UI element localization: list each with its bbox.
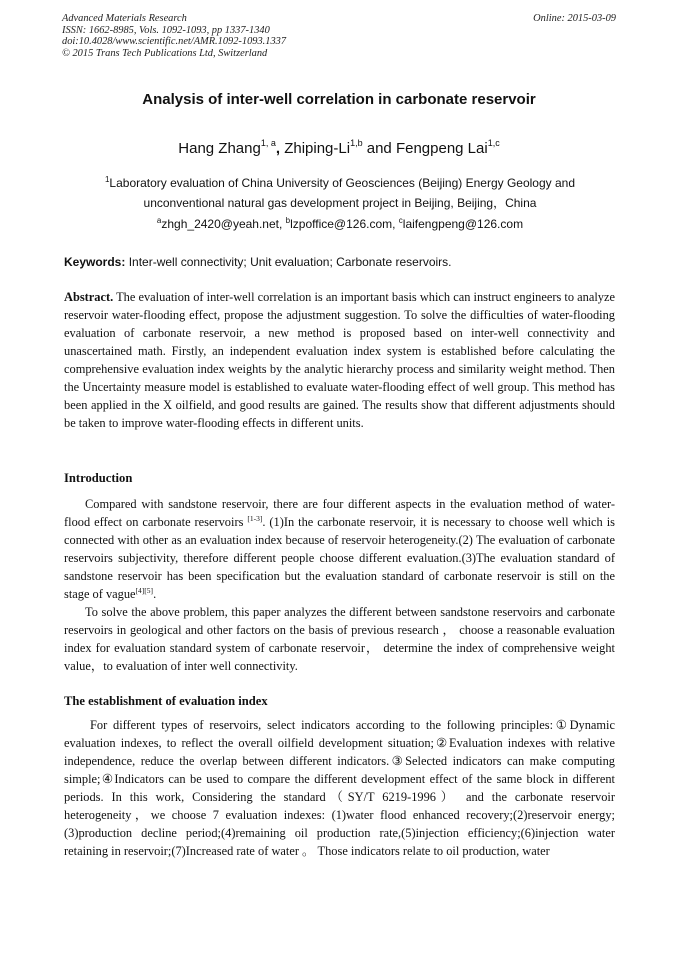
journal-name: Advanced Materials Research	[62, 13, 187, 24]
intro-paragraph-2: To solve the above problem, this paper analyzes the different between sandstone reservoirs and carbonate reservoirs in geological and other factors on the basis of previous research ， choose a reasonable evaluation index for evaluation standard system of carbonate reservoir， determine the index of comprehensive weight value，to evaluation of inter well connectivity.	[64, 605, 615, 673]
author-name: Fengpeng Lai	[395, 140, 488, 157]
abstract	[64, 288, 615, 432]
online-date: Online: 2015-03-09	[533, 13, 616, 24]
section-heading-introduction: Introduction	[64, 471, 133, 485]
paragraph-text: . (1)In the carbonate reservoir, it is necessary to choose well which is connected with other as an evaluation index because of reservoir heterogeneity.(2) The evaluation of carbonate reservoirs subjectivity, therefore different people choose different evaluation.(3)The evaluation standard of sandstone reservoir has been specification but the evaluation standard of carbonate reservoir is still on the stage of vague	[64, 515, 615, 601]
author-superscript: 1, a	[260, 138, 276, 148]
citation[interactable]: [1-3]	[247, 514, 263, 523]
author-and: and	[362, 140, 396, 157]
section-heading-establishment: The establishment of evaluation index	[64, 694, 268, 708]
author-separator: ,	[275, 140, 285, 157]
citation[interactable]: [4][5]	[135, 586, 154, 595]
author-name: Zhiping-Li	[284, 140, 351, 157]
paper-title: Analysis of inter-well correlation in carbonate reservoir	[142, 91, 536, 108]
journal-header	[62, 13, 616, 59]
paragraph-text: Compared with sandstone reservoir, there are four different aspects in the evaluation method of water-flood effect on carbonate reservoirs	[64, 497, 615, 529]
paragraph-text: .	[153, 587, 157, 601]
email-address[interactable]: lzpoffice@126.com,	[290, 217, 399, 231]
affiliation-superscript: 1	[104, 175, 110, 184]
author-superscript: 1,c	[487, 138, 500, 148]
issn-line: ISSN: 1662-8985, Vols. 1092-1093, pp 1337-1340	[62, 24, 270, 36]
email-list	[70, 214, 610, 234]
intro-paragraph-1	[64, 495, 615, 603]
email-superscript: a	[156, 216, 162, 225]
copyright-line: © 2015 Trans Tech Publications Ltd, Switzerland	[62, 47, 268, 59]
keywords-text: Inter-well connectivity; Unit evaluation; Carbonate reservoirs.	[125, 255, 452, 269]
doi-line: doi:10.4028/www.scientific.net/AMR.1092-1093.1337	[62, 36, 287, 48]
affiliation-text: Laboratory evaluation of China University of Geosciences (Beijing) Energy Geology and unconventional natural gas development project in Beijing, Beijing，China	[109, 176, 576, 210]
author-name: Hang Zhang	[178, 140, 261, 157]
email-address[interactable]: laifengpeng@126.com	[402, 217, 524, 231]
abstract-label: Abstract.	[64, 290, 114, 304]
establishment-paragraph: For different types of reservoirs, select indicators according to the following principles:①Dynamic evaluation indexes, to reflect the overall oilfield development situation;②Evaluation indexes with relative independence, reduce the overlap between different indicators.③Selected indicators can make computing simple;④Indicators can be used to compare the different development effect of the same block in different periods. In this work, Considering the standard（SY/T 6219-1996） and the carbonate reservoir heterogeneity，we choose 7 evaluation indexes: (1)water flood enhanced recovery;(2)reservoir energy;(3)production decline period;(4)remaining oil production rate,(5)injection efficiency;(6)injection water retaining in reservoir;(7)Increased rate of water 。 Those indicators relate to oil production, water	[64, 718, 615, 858]
author-superscript: 1,b	[350, 138, 363, 148]
email-superscript: b	[285, 216, 291, 225]
keywords	[64, 254, 616, 270]
email-address[interactable]: zhgh_2420@yeah.net,	[161, 217, 286, 231]
abstract-text: The evaluation of inter-well correlation is an important basis which can instruct engineers to analyze reservoir water-flooding effect, propose the adjustment suggestion. To solve the difficulties of water-flooding evaluation of carbonate reservoir, a new method is proposed based on inter-well connectivity and unascertained math. Firstly, an independent evaluation index system is established before calculating the comprehensive evaluation index weights by the analytic hierarchy process and similarity weight method. Then the Uncertainty measure model is established to evaluate water-flooding effect of well group. This method has been applied in the X oilfield, and good results are gained. The results show that different adjustments should be taken to improve water-flooding effects in different units.	[64, 290, 615, 430]
email-superscript: c	[398, 216, 403, 225]
affiliation	[70, 173, 610, 213]
keywords-label: Keywords:	[64, 255, 126, 269]
author-list	[0, 139, 678, 158]
